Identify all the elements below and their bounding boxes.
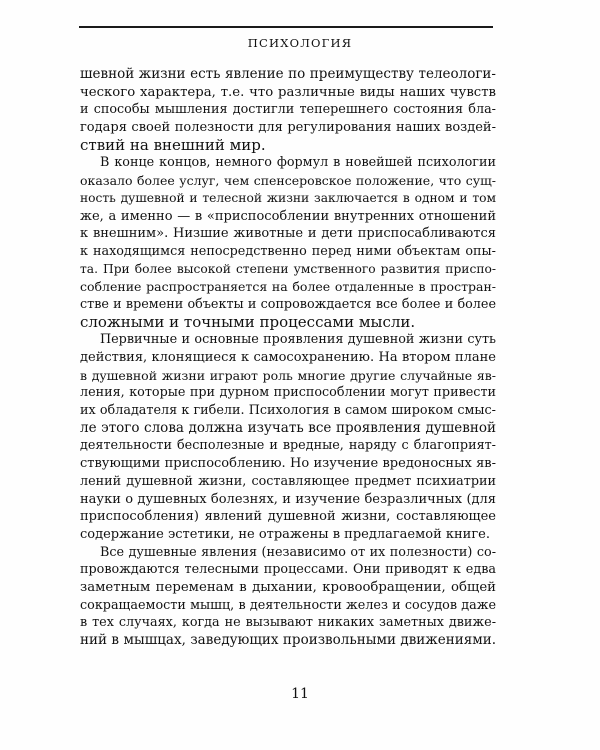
text-line: ствий на внешний мир. bbox=[80, 135, 266, 154]
text-line: сокращаемости мышц, в деятельности желез и сосудов даже bbox=[80, 597, 496, 613]
text-line: ле этого слова должна изучать все проявления душевной bbox=[80, 419, 496, 436]
text-line: ствующими приспособлению. Но изучение вредоносных яв- bbox=[80, 456, 496, 472]
text-line: и способы мышления достигли теперешнего состояния бла- bbox=[80, 102, 496, 118]
running-title: ПСИХОЛОГИЯ bbox=[247, 36, 353, 50]
text-line: науки о душевных болезнях, и изучение безразличных (для bbox=[80, 491, 496, 507]
header-rule bbox=[79, 26, 493, 28]
text-line: годаря своей полезности для регулирования наших воздей- bbox=[80, 120, 496, 136]
text-line: Все душевные явления (независимо от их полезности) со- bbox=[100, 544, 496, 560]
text-line: содержание эстетики, не отражены в предлагаемой книге. bbox=[80, 526, 490, 542]
text-line: сложными и точными процессами мысли. bbox=[80, 312, 416, 331]
text-line: шевной жизни есть явление по преимуществу телеологи- bbox=[80, 66, 496, 82]
text-line: лений душевной жизни, составляющее предмет психиатрии bbox=[80, 473, 496, 489]
text-line: их обладателя к гибели. Психология в самом широком смыс- bbox=[80, 403, 496, 419]
text-line: ний в мышцах, заведующих произвольными движениями. bbox=[80, 632, 496, 648]
text-line: деятельности бесполезные и вредные, наряду с благоприят- bbox=[80, 438, 496, 454]
page-number: 11 bbox=[291, 686, 309, 702]
text-line: заметным переменам в дыхании, кровообращении, общей bbox=[80, 579, 496, 595]
text-line: провождаются телесными процессами. Они приводят к едва bbox=[80, 562, 496, 578]
text-line: ность душевной и телесной жизни заключается в одном и том bbox=[80, 190, 496, 205]
body-text bbox=[80, 66, 496, 650]
text-line: оказало более услуг, чем спенсеровское положение, что сущ- bbox=[80, 173, 496, 189]
text-line: ческого характера, т.е. что различные виды наших чувств bbox=[80, 84, 496, 100]
text-line: В конце концов, немного формул в новейшей психологии bbox=[100, 155, 496, 171]
text-line: действия, клонящиеся к самосохранению. На втором плане bbox=[80, 350, 496, 365]
text-line: приспособления) явлений душевной жизни, составляющее bbox=[80, 509, 496, 525]
text-line: собление распространяется на более отдаленные в простран- bbox=[80, 279, 496, 295]
text-line: в тех случаях, когда не вызывают никаких заметных движе- bbox=[80, 615, 496, 631]
text-line: в душевной жизни играют роль многие другие случайные яв- bbox=[80, 367, 496, 383]
text-line: же, а именно — в «приспособлении внутренних отношений bbox=[80, 208, 496, 224]
text-line: стве и времени объекты и сопровождается все более и более bbox=[80, 296, 496, 312]
text-line: Первичные и основные проявления душевной жизни суть bbox=[100, 332, 496, 348]
text-line: та. При более высокой степени умственного развития приспо- bbox=[80, 261, 496, 276]
text-line: к внешним». Низшие животные и дети приспосабливаются bbox=[80, 226, 496, 242]
text-line: ления, которые при дурном приспособлении могут привести bbox=[80, 385, 496, 401]
text-line: к находящимся непосредственно перед ними объектам опы- bbox=[80, 243, 496, 259]
